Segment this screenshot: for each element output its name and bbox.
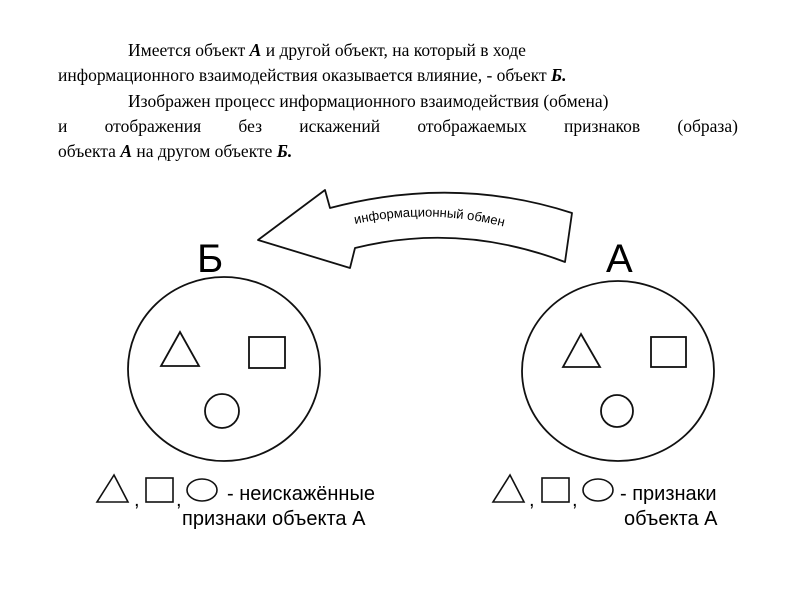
square-icon: [651, 337, 686, 367]
triangle-icon: [161, 332, 199, 366]
process-line-2: и отображения без искажений отображаемых признаков (образа): [58, 116, 738, 136]
process-line-3: объекта А на другом объекте Б.: [58, 141, 293, 161]
legend-right-line2: объекта А: [624, 508, 718, 530]
legend-triangle-icon: [97, 475, 128, 502]
legend-square-icon: [146, 478, 173, 502]
circle-icon: [601, 395, 633, 427]
legend-circle-icon: [187, 479, 217, 501]
legend-left-line2: признаки объекта А: [182, 508, 366, 530]
object-a-circle: [522, 281, 714, 461]
legend-right-line1: - признаки: [620, 483, 717, 505]
object-b-ref: Б.: [551, 65, 567, 85]
intro-line-2: информационного взаимодействия оказывается влияние, - объект Б.: [58, 65, 567, 85]
object-b-circle: [128, 277, 320, 461]
object-a-ref: А: [249, 40, 262, 60]
legend-left-line1: - неискажённые: [227, 483, 375, 505]
intro-line-1: Имеется объект А и другой объект, на который в ходе: [128, 40, 526, 60]
legend-circle-icon: [583, 479, 613, 501]
svg-text:,: ,: [134, 489, 140, 511]
object-b-label: Б: [197, 237, 224, 281]
circle-icon: [205, 394, 239, 428]
svg-text:,: ,: [529, 489, 535, 511]
triangle-icon: [563, 334, 600, 367]
svg-text:,: ,: [572, 489, 578, 511]
svg-text:,: ,: [176, 489, 182, 511]
square-icon: [249, 337, 285, 368]
arrow-label: информационный обмен: [352, 204, 507, 230]
information-exchange-arrow: [258, 190, 572, 268]
legend-triangle-icon: [493, 475, 524, 502]
legend-square-icon: [542, 478, 569, 502]
object-a-label: А: [606, 237, 633, 281]
process-line-1: Изображен процесс информационного взаимодействия (обмена): [128, 91, 609, 111]
